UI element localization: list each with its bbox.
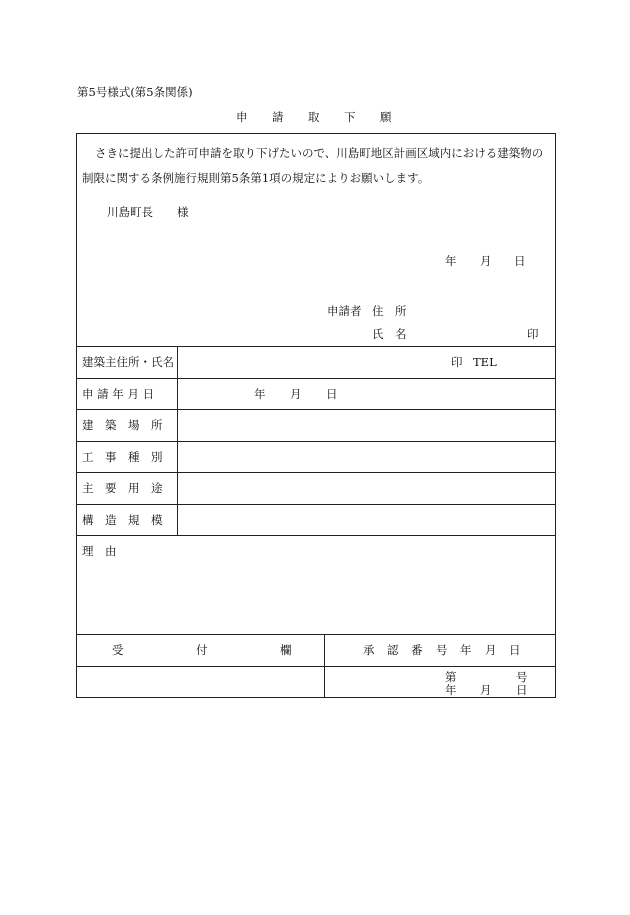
- divider: [76, 409, 556, 410]
- row-label-work-type: 工 事 種 別: [82, 450, 163, 464]
- divider: [76, 634, 556, 635]
- honorific: 様: [177, 205, 189, 219]
- approval-month: 月: [480, 683, 492, 697]
- approval-go: 号: [516, 670, 528, 684]
- divider: [76, 346, 556, 347]
- title-char: 願: [380, 110, 392, 124]
- approval-char: 年: [460, 643, 472, 657]
- body-line-2: 制限に関する条例施行規則第5条第1項の規定によりお願いします。: [82, 171, 430, 185]
- row-label-site: 建 築 場 所: [82, 418, 163, 432]
- approval-char: 号: [436, 643, 448, 657]
- approval-char: 日: [509, 643, 521, 657]
- divider: [76, 666, 556, 667]
- apply-day: 日: [326, 387, 338, 401]
- approval-char: 承: [363, 643, 375, 657]
- apply-year: 年: [254, 387, 266, 401]
- address-label: 住 所: [372, 304, 407, 318]
- date-year: 年: [445, 254, 457, 268]
- reason-label: 理 由: [82, 544, 117, 558]
- reception-char: 付: [196, 643, 208, 657]
- applicant-label: 申請者: [327, 304, 362, 318]
- label-column-divider: [177, 346, 178, 535]
- reception-char: 欄: [280, 643, 292, 657]
- row-label-date: 申 請 年 月 日: [82, 387, 155, 401]
- seal-mark: 印: [527, 327, 539, 341]
- row-label-structure: 構 造 規 模: [82, 513, 163, 527]
- row-label-usage: 主 要 用 途: [82, 481, 163, 495]
- divider: [76, 378, 556, 379]
- owner-tel: TEL: [473, 355, 497, 369]
- approval-char: 番: [411, 643, 423, 657]
- approval-year: 年: [445, 683, 457, 697]
- body-line-1: さきに提出した許可申請を取り下げたいので、川島町地区計画区域内における建築物の: [95, 146, 544, 160]
- reception-divider: [324, 634, 325, 698]
- row-label-owner: 建築主住所・氏名: [82, 355, 174, 369]
- divider: [76, 472, 556, 473]
- title-char: 取: [308, 110, 320, 124]
- date-day: 日: [514, 254, 526, 268]
- owner-seal: 印: [451, 355, 463, 369]
- divider: [76, 504, 556, 505]
- date-month: 月: [480, 254, 492, 268]
- divider: [76, 535, 556, 536]
- title-char: 申: [236, 110, 248, 124]
- title-char: 下: [344, 110, 356, 124]
- approval-dai: 第: [445, 670, 457, 684]
- name-label: 氏 名: [372, 327, 407, 341]
- approval-char: 認: [387, 643, 399, 657]
- approval-day: 日: [516, 683, 528, 697]
- title-char: 請: [272, 110, 284, 124]
- apply-month: 月: [290, 387, 302, 401]
- reception-char: 受: [112, 643, 124, 657]
- addressee: 川島町長: [107, 205, 153, 219]
- form-number: 第5号様式(第5条関係): [77, 85, 193, 99]
- divider: [76, 441, 556, 442]
- approval-char: 月: [485, 643, 497, 657]
